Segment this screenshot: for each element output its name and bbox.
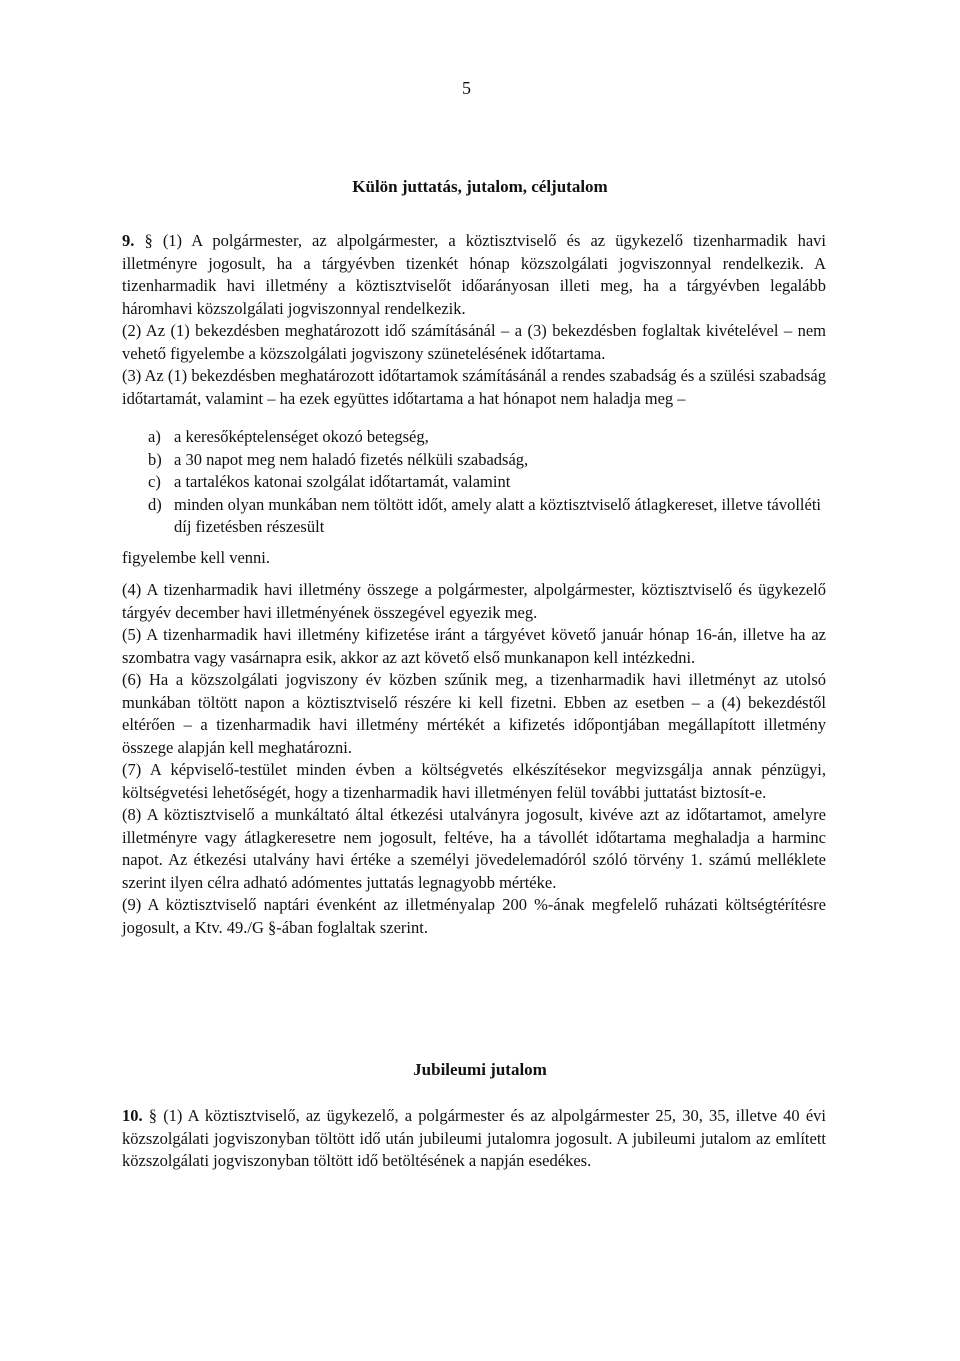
list-item	[122, 494, 826, 539]
section-9-paragraph-3: (3) Az (1) bekezdésben meghatározott időtartamok számításánál a rendes szabadság és a szülési szabadság időtartamát, valamint – ha ezek együttes időtartama a hat hónapot nem haladja meg –	[122, 366, 826, 408]
section-9-body	[122, 230, 826, 939]
section-9-paragraph-4: (4) A tizenharmadik havi illetmény összege a polgármester, alpolgármester, köztisztviselő és ügykezelő tárgyév december havi illetményének összegével egyezik meg.	[122, 580, 826, 622]
section-9-paragraph-2: (2) Az (1) bekezdésben meghatározott idő számításánál – a (3) bekezdésben foglaltak kivételével – nem vehető figyelembe a közszolgálati jogviszony szünetelésének időtartama.	[122, 321, 826, 363]
section-9-heading: Külön juttatás, jutalom, céljutalom	[352, 177, 608, 196]
section-9-paragraph-9: (9) A köztisztviselő naptári évenként az illetményalap 200 %-ának megfelelő ruházati költségtérítésre jogosult, a Ktv. 49./G §-ában foglaltak szerint.	[122, 895, 826, 937]
section-9-paragraph-8: (8) A köztisztviselő a munkáltató által étkezési utalványra jogosult, kivéve azt az időtartamot, amelyre illetményre vagy átlagkeresetre nem jogosult, feltéve, ha a távollét időtartama meghaladja a harminc napot. Az étkezési utalvány havi értéke a személyi jövedelemadóról szóló törvény 1. számú melléklete szerint ilyen célra adható adómentes juttatás legnagyobb mértéke.	[122, 805, 826, 892]
list-item	[122, 426, 826, 449]
section-9-paragraph-3-end: figyelembe kell venni.	[122, 547, 270, 567]
section-9-paragraph-7: (7) A képviselő-testület minden évben a költségvetés elkészítésekor megvizsgálja annak pénzügyi, költségvetési lehetőségét, hogy a tizenharmadik havi illetményen felül további juttatást biztosít-e.	[122, 760, 826, 802]
list-item-marker: c)	[148, 472, 161, 491]
section-9-paragraph-1-text: § (1) A polgármester, az alpolgármester, a köztisztviselő és az ügykezelő tizenharmadik havi illetményre jogosult, ha a tárgyévben tizenkét hónap közszolgálati jogviszonnyal rendelkezik. A tizenharmadik havi illetmény a köztisztviselőt időarányosan illeti meg, ha a tárgyévben legalább háromhavi közszolgálati jogviszonnyal rendelkezik.	[122, 231, 826, 318]
section-10-body	[122, 1105, 826, 1173]
list-item	[122, 471, 826, 494]
section-9-paragraph-1	[122, 230, 826, 320]
section-10-heading: Jubileumi jutalom	[413, 1060, 547, 1079]
section-9-list	[122, 426, 826, 539]
section-9-paragraph-5: (5) A tizenharmadik havi illetmény kifizetése iránt a tárgyévet követő január hónap 16-án, illetve ha az szombatra vagy vasárnapra esik, akkor az azt követő első munkanapon kell intézkedni.	[122, 625, 826, 667]
section-10-paragraph-1	[122, 1105, 826, 1173]
section-10-number: 10.	[122, 1106, 143, 1125]
section-9-paragraph-6: (6) Ha a közszolgálati jogviszony év közben szűnik meg, a tizenharmadik havi illetményt az utolsó munkában töltött napon a köztisztviselő részére ki kell fizetni. Ebben az esetben – a (4) bekezdéstől eltérően – a tizenharmadik havi illetmény mértékét a kifizetés időpontjában megállapított illetmény összege alapján kell meghatározni.	[122, 670, 826, 757]
list-item-text: a keresőképtelenséget okozó betegség,	[174, 427, 429, 446]
list-item-marker: a)	[148, 427, 161, 446]
page-number: 5	[462, 78, 471, 98]
list-item-marker: b)	[148, 449, 162, 469]
section-10-paragraph-1-text: § (1) A köztisztviselő, az ügykezelő, a polgármester és az alpolgármester 25, 30, 35, illetve 40 évi közszolgálati jogviszonyban töltött idő után jubileumi jutalomra jogosult. A jubileumi jutalom az említett közszolgálati jogviszonyban töltött idő betöltésének a napján esedékes.	[122, 1106, 826, 1170]
list-item-text: minden olyan munkában nem töltött időt, amely alatt a köztisztviselő átlagkereset, illetve távolléti díj fizetésben részesült	[174, 494, 821, 536]
list-item-marker: d)	[148, 494, 162, 514]
list-item-text: a tartalékos katonai szolgálat időtartamát, valamint	[174, 472, 511, 491]
list-item	[122, 449, 826, 472]
section-9-number: 9.	[122, 231, 135, 250]
list-item-text: a 30 napot meg nem haladó fizetés nélküli szabadság,	[174, 449, 529, 469]
